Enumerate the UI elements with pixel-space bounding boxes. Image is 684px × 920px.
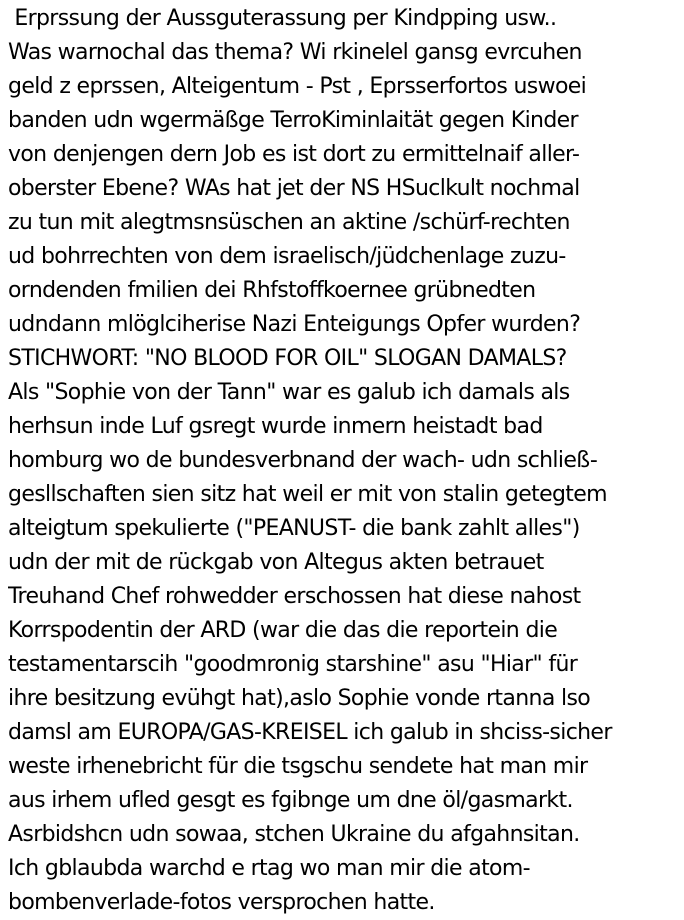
text-line: orndenden fmilien dei Rhfstoffkoernee grübnedten [8, 278, 536, 303]
text-line: testamentarscih "goodmronig starshine" asu "Hiar" für [8, 652, 578, 677]
text-line: oberster Ebene? WAs hat jet der NS HSuclkult nochmal [8, 176, 580, 201]
text-line: Erprssung der Aussguterassung per Kindpping usw.. [8, 6, 557, 31]
text-line: gesllschaften sien sitz hat weil er mit von stalin getegtem [8, 482, 607, 507]
text-line: banden udn wgermäßge TerroKiminlaität gegen Kinder [8, 108, 578, 133]
text-line: von denjengen dern Job es ist dort zu ermittelnaif aller- [8, 142, 580, 167]
text-line: zu tun mit alegtmsnsüschen an aktine /schürf-rechten [8, 210, 570, 235]
text-line: ud bohrrechten von dem israelisch/jüdchenlage zuzu- [8, 244, 566, 269]
text-line: ihre besitzung evühgt hat),aslo Sophie vonde rtanna lso [8, 686, 591, 711]
text-line: weste irhenebricht für die tsgschu sendete hat man mir [8, 754, 588, 779]
text-line: Als "Sophie von der Tann" war es galub ich damals als [8, 380, 570, 405]
text-line: Asrbidshcn udn sowaa, stchen Ukraine du afgahnsitan. [8, 822, 580, 847]
text-line: udndann mlöglciherise Nazi Enteigungs Opfer wurden? [8, 312, 581, 337]
text-line: udn der mit de rückgab von Altegus akten betrauet [8, 550, 544, 575]
text-line: alteigtum spekulierte ("PEANUST- die bank zahlt alles") [8, 516, 580, 541]
text-line: aus irhem ufled gesgt es fgibnge um dne öl/gasmarkt. [8, 788, 573, 813]
text-line: STICHWORT: "NO BLOOD FOR OIL" SLOGAN DAMALS? [8, 346, 567, 371]
text-line: damsl am EUROPA/GAS-KREISEL ich galub in shciss-sicher [8, 720, 612, 745]
text-line: herhsun inde Luf gsregt wurde inmern heistadt bad [8, 414, 543, 439]
text-line: homburg wo de bundesverbnand der wach- udn schließ- [8, 448, 598, 473]
text-line: Ich gblaubda warchd e rtag wo man mir die atom- [8, 856, 530, 881]
text-line: Was warnochal das thema? Wi rkinelel gansg evrcuhen [8, 40, 582, 65]
text-line: geld z eprssen, Alteigentum - Pst , Eprsserfortos uswoei [8, 74, 587, 99]
text-line: Korrspodentin der ARD (war die das die reportein die [8, 618, 558, 643]
text-line: Treuhand Chef rohwedder erschossen hat diese nahost [8, 584, 581, 609]
document-text-block [8, 2, 680, 920]
text-line: bombenverlade-fotos versprochen hatte. [8, 890, 435, 915]
